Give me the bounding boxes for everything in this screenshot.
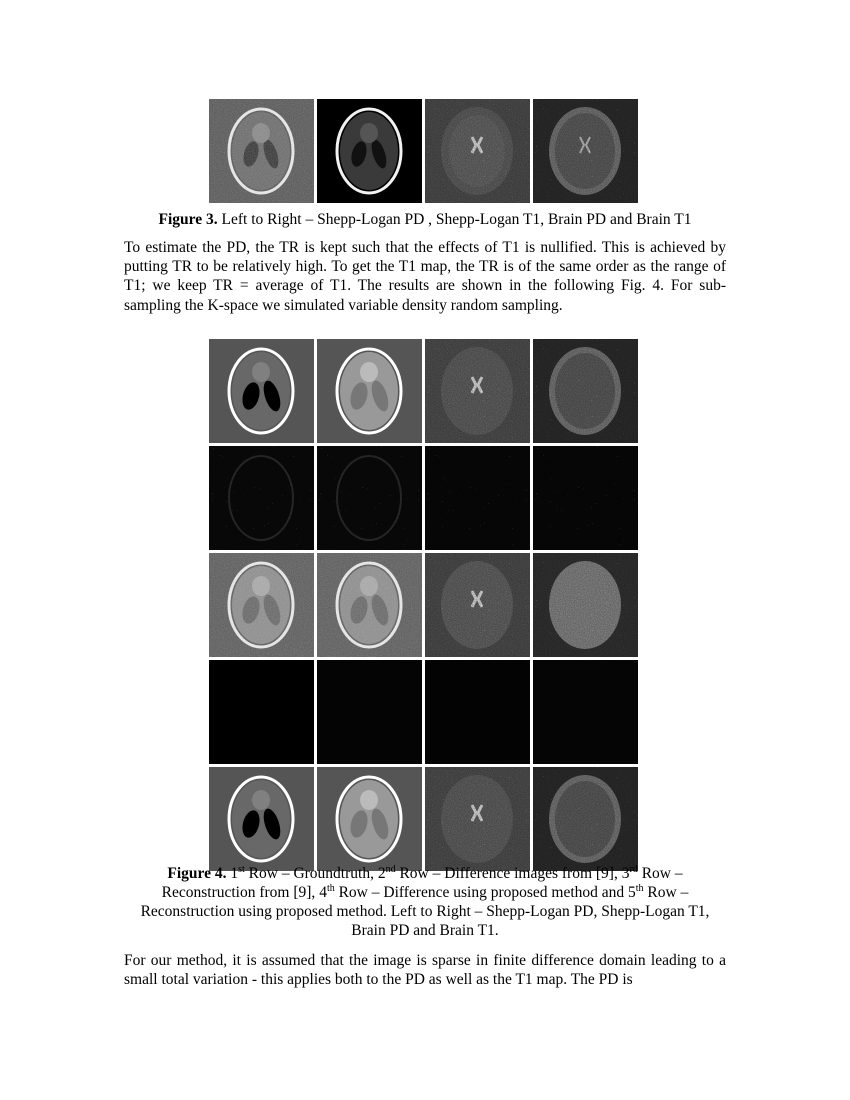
figure-3-caption-text: Left to Right – Shepp-Logan PD , Shepp-Logan T1, Brain PD and Brain T1 [217, 211, 692, 228]
cap-r2-text: Row – Difference images from [9], [395, 865, 622, 882]
fig4-r5-shepp-logan-pd [209, 767, 314, 871]
figure-4-label: Figure 4. [167, 865, 227, 882]
fig4-r3-brain-pd [425, 553, 530, 657]
fig3-shepp-logan-pd-image [209, 99, 314, 203]
fig4-r1-brain-pd [425, 339, 530, 443]
fig4-r5-brain-pd [425, 767, 530, 871]
fig4-r3-shepp-logan-pd [209, 553, 314, 657]
fig4-r1-brain-t1 [533, 339, 638, 443]
fig4-r2-shepp-logan-t1 [317, 446, 422, 550]
paragraph-1: To estimate the PD, the TR is kept such that the effects of T1 is nullified. This is achieved by putting TR to be relatively high. To get the T1 map, the TR is of the same order as the range of T1; we keep TR = average of T1. The results are shown in the following Fig. 4. For sub-sampling the K-space we simulated variable density random sampling. [124, 239, 726, 314]
fig3-shepp-logan-t1-image [317, 99, 422, 203]
fig4-r1-shepp-logan-pd [209, 339, 314, 443]
cap-r5-sup: th [635, 882, 644, 894]
fig4-r4-brain-t1 [533, 660, 638, 764]
figure-3-label: Figure 3. [158, 211, 218, 228]
figure-4-image-grid [209, 339, 639, 871]
fig4-r3-shepp-logan-t1 [317, 553, 422, 657]
paragraph-2: For our method, it is assumed that the image is sparse in finite difference domain leading to a small total variation - this applies both to the PD as well as the T1 map. The PD is [124, 952, 726, 989]
cap-r5-num: 5 [628, 884, 636, 901]
fig4-r2-shepp-logan-pd [209, 446, 314, 550]
fig4-r5-brain-t1 [533, 767, 638, 871]
cap-r1-text: Row – Groundtruth, [244, 865, 378, 882]
fig4-r2-brain-pd [425, 446, 530, 550]
cap-r3-sup: rd [629, 863, 638, 875]
fig4-r4-shepp-logan-pd [209, 660, 314, 764]
figure-4-caption [124, 864, 726, 940]
fig4-r3-brain-t1 [533, 553, 638, 657]
cap-r3-num: 3 [621, 865, 630, 882]
fig4-r4-brain-pd [425, 660, 530, 764]
cap-r5-text: Row – Reconstruction using proposed method. Left to Right – Shepp-Logan PD, Shepp-Logan T1, Brain PD and Brain T1. [140, 884, 710, 939]
cap-r3-text: Row – Reconstruction from [9], [161, 865, 683, 901]
fig4-r1-shepp-logan-t1 [317, 339, 422, 443]
fig4-r5-shepp-logan-t1 [317, 767, 422, 871]
fig3-brain-t1-image [533, 99, 638, 203]
figure-3-caption [124, 210, 726, 229]
figure-3-images [209, 99, 638, 203]
cap-r1-num: 1 [230, 865, 239, 882]
cap-r2-sup: nd [385, 863, 396, 875]
cap-r4-num: 4 [319, 884, 327, 901]
fig4-r4-shepp-logan-t1 [317, 660, 422, 764]
fig3-brain-pd-image [425, 99, 530, 203]
cap-r1-sup: st [238, 863, 245, 875]
cap-r2-num: 2 [377, 865, 386, 882]
cap-r4-sup: th [326, 882, 335, 894]
fig4-r2-brain-t1 [533, 446, 638, 550]
cap-r4-text: Row – Difference using proposed method and [334, 884, 629, 901]
